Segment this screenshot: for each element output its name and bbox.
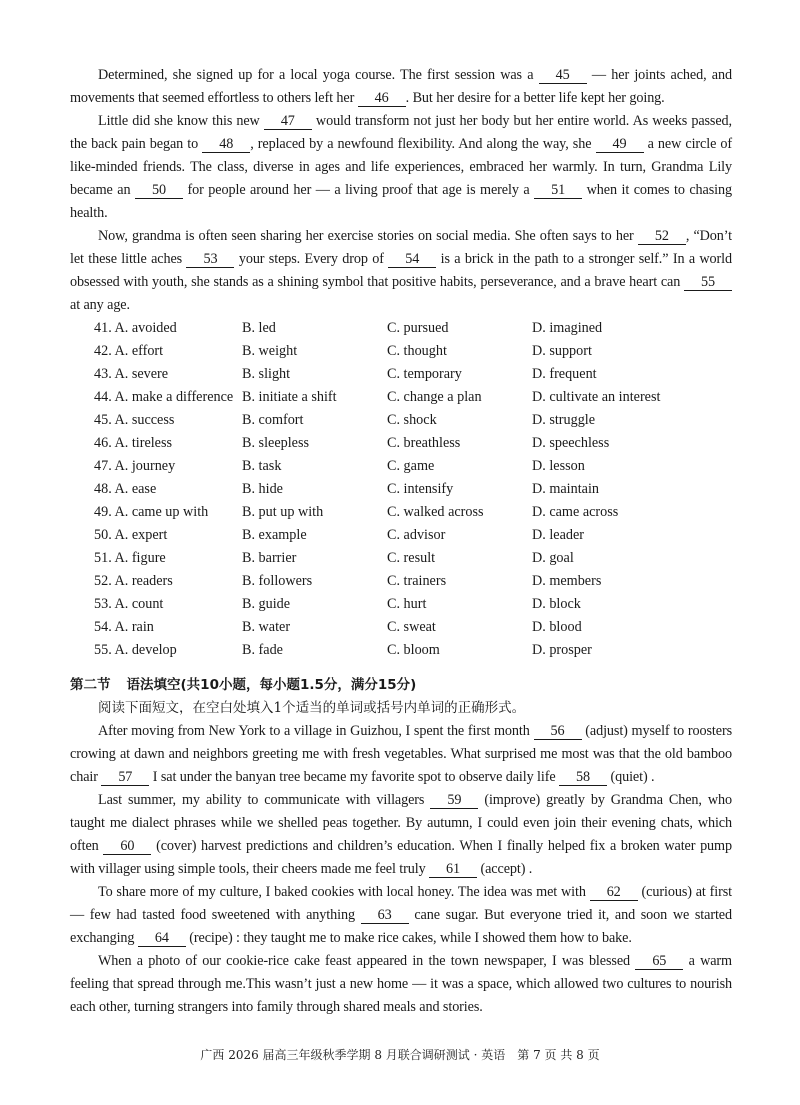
paragraph-text: when it comes to chasing health. — [70, 182, 732, 221]
blank-59[interactable]: 59 — [430, 793, 478, 809]
paragraph-text: Now, grandma is often seen sharing her exercise stories on social media. She often says to her — [98, 228, 638, 244]
option-d[interactable]: D. support — [532, 343, 592, 359]
option-a[interactable]: 49. A. came up with — [94, 504, 209, 520]
blank-49[interactable]: 49 — [596, 137, 644, 153]
option-a[interactable]: 42. A. effort — [94, 343, 164, 359]
blank-56[interactable]: 56 — [534, 724, 582, 740]
blank-58[interactable]: 58 — [559, 770, 607, 786]
option-b[interactable]: B. task — [242, 458, 282, 474]
option-d[interactable]: D. cultivate an interest — [532, 389, 661, 405]
paragraph-text: (improve) greatly by Grandma Chen, who taught me dialect phrases while we shelled peas together. By autumn, I could even join their evening chats, which often — [70, 792, 732, 854]
option-b[interactable]: B. guide — [242, 596, 291, 612]
option-b[interactable]: B. sleepless — [242, 435, 309, 451]
paragraph — [70, 64, 732, 110]
option-a[interactable]: 44. A. make a difference — [94, 389, 234, 405]
blank-52[interactable]: 52 — [638, 229, 686, 245]
section-title: 语法填空(共10小题，每小题1.5分，满分15分) — [126, 677, 417, 693]
blank-47[interactable]: 47 — [264, 114, 312, 130]
paragraph-text: (accept) . — [477, 861, 533, 877]
blank-57[interactable]: 57 — [101, 770, 149, 786]
blank-62[interactable]: 62 — [590, 885, 638, 901]
option-row — [70, 317, 732, 340]
option-b[interactable]: B. example — [242, 527, 307, 543]
option-a[interactable]: 45. A. success — [94, 412, 175, 428]
paragraph-text: , replaced by a newfound flexibility. And along the way, she — [250, 136, 596, 152]
option-row — [70, 524, 732, 547]
option-a[interactable]: 54. A. rain — [94, 619, 154, 635]
paragraph — [70, 110, 732, 225]
option-c[interactable]: C. change a plan — [387, 389, 482, 405]
paragraph-text: Last summer, my ability to communicate with villagers — [98, 792, 431, 808]
grammar-fill-passage — [70, 720, 732, 1019]
paragraph-text: , “Don’t let these little aches — [70, 228, 732, 267]
option-b[interactable]: B. hide — [242, 481, 283, 497]
page-footer: 广西 2026 届高三年级秋季学期 8 月联合调研测试 · 英语 第 7 页 共 8 页 — [200, 1048, 600, 1062]
option-c[interactable]: C. bloom — [387, 642, 440, 658]
paragraph — [70, 720, 732, 789]
paragraph-text: To share more of my culture, I baked cookies with local honey. The idea was met with — [98, 884, 590, 900]
option-d[interactable]: D. maintain — [532, 481, 599, 497]
paragraph-text: Determined, she signed up for a local yoga course. The first session was a — [98, 67, 539, 83]
option-d[interactable]: D. prosper — [532, 642, 592, 658]
option-row — [70, 478, 732, 501]
paragraph-text: — her joints ached, and movements that seemed effortless to others left her — [70, 67, 732, 106]
option-row — [70, 593, 732, 616]
option-d[interactable]: D. came across — [532, 504, 619, 520]
paragraph-text: After moving from New York to a village in Guizhou, I spent the first month — [98, 723, 534, 739]
paragraph-text: I sat under the banyan tree became my favorite spot to observe daily life — [149, 769, 560, 785]
option-a[interactable]: 52. A. readers — [94, 573, 173, 589]
blank-50[interactable]: 50 — [135, 183, 183, 199]
option-d[interactable]: D. lesson — [532, 458, 585, 474]
option-b[interactable]: B. followers — [242, 573, 313, 589]
option-c[interactable]: C. advisor — [387, 527, 446, 543]
paragraph-text: your steps. Every drop of — [234, 251, 389, 267]
option-a[interactable]: 46. A. tireless — [94, 435, 173, 451]
option-b[interactable]: B. led — [242, 320, 276, 336]
option-d[interactable]: D. frequent — [532, 366, 597, 382]
blank-54[interactable]: 54 — [388, 252, 436, 268]
paragraph — [70, 789, 732, 881]
option-a[interactable]: 55. A. develop — [94, 642, 177, 658]
option-b[interactable]: B. weight — [242, 343, 298, 359]
blank-55[interactable]: 55 — [684, 275, 732, 291]
option-d[interactable]: D. blood — [532, 619, 582, 635]
blank-63[interactable]: 63 — [361, 908, 409, 924]
option-b[interactable]: B. slight — [242, 366, 291, 382]
blank-46[interactable]: 46 — [358, 91, 406, 107]
option-row — [70, 547, 732, 570]
blank-45[interactable]: 45 — [539, 68, 587, 84]
option-c[interactable]: C. trainers — [387, 573, 447, 589]
option-d[interactable]: D. leader — [532, 527, 584, 543]
option-row — [70, 363, 732, 386]
option-row — [70, 432, 732, 455]
option-d[interactable]: D. imagined — [532, 320, 603, 336]
section-heading — [70, 674, 732, 697]
blank-53[interactable]: 53 — [186, 252, 234, 268]
option-a[interactable]: 51. A. figure — [94, 550, 166, 566]
option-b[interactable]: B. comfort — [242, 412, 304, 428]
paragraph-text: for people around her — a living proof that age is merely a — [182, 182, 535, 198]
option-c[interactable]: C. breathless — [387, 435, 461, 451]
option-b[interactable]: B. put up with — [242, 504, 324, 520]
option-a[interactable]: 53. A. count — [94, 596, 164, 612]
paragraph-text: a new circle of like-minded friends. The class, diverse in ages and life experiences, embraced her warmly. In turn, Grandma Lily became an — [70, 136, 733, 198]
exam-page — [70, 64, 732, 1019]
paragraph-text: (cover) harvest predictions and children’s education. When I finally helped fix a broken water pump with villager using simple tools, their cheers made me feel truly — [70, 838, 732, 877]
option-b[interactable]: B. water — [242, 619, 291, 635]
option-a[interactable]: 47. A. journey — [94, 458, 176, 474]
paragraph — [70, 950, 732, 1019]
paragraph-text: . But her desire for a better life kept her going. — [405, 90, 665, 106]
option-row — [70, 570, 732, 593]
option-d[interactable]: D. struggle — [532, 412, 596, 428]
paragraph-text: (recipe) : they taught me to make rice cakes, while I showed them how to bake. — [185, 930, 632, 946]
option-row — [70, 616, 732, 639]
option-c[interactable]: C. hurt — [387, 596, 427, 612]
paragraph-text: Little did she know this new — [98, 113, 264, 129]
option-c[interactable]: C. game — [387, 458, 435, 474]
paragraph-text: (adjust) myself to roosters crowing at dawn and neighbors greeting me with fresh vegetables. What surprised me most was that the old bamboo chair — [70, 723, 733, 785]
paragraph-text: (quiet) . — [607, 769, 655, 785]
option-row — [70, 386, 732, 409]
option-d[interactable]: D. speechless — [532, 435, 610, 451]
option-c[interactable]: C. pursued — [387, 320, 449, 336]
option-row — [70, 409, 732, 432]
option-row — [70, 455, 732, 478]
option-b[interactable]: B. barrier — [242, 550, 297, 566]
option-a[interactable]: 43. A. severe — [94, 366, 169, 382]
paragraph-text: When a photo of our cookie-rice cake feast appeared in the town newspaper, I was blessed — [98, 953, 636, 969]
option-d[interactable]: D. block — [532, 596, 581, 612]
section-label: 第二节 — [70, 677, 111, 693]
blank-64[interactable]: 64 — [138, 931, 186, 947]
option-row — [70, 340, 732, 363]
paragraph-text: (curious) at first — few had tasted food sweetened with anything — [70, 884, 732, 923]
option-c[interactable]: C. temporary — [387, 366, 462, 382]
option-c[interactable]: C. intensify — [387, 481, 454, 497]
option-a[interactable]: 50. A. expert — [94, 527, 168, 543]
option-d[interactable]: D. goal — [532, 550, 574, 566]
option-c[interactable]: C. sweat — [387, 619, 436, 635]
blank-51[interactable]: 51 — [534, 183, 582, 199]
paragraph-text: cane sugar. But everyone tried it, and soon we started exchanging — [70, 907, 732, 946]
cloze-passage — [70, 64, 732, 317]
option-c[interactable]: C. walked across — [387, 504, 484, 520]
paragraph-text: at any age. — [70, 297, 130, 313]
option-row — [70, 501, 732, 524]
paragraph — [70, 881, 732, 950]
paragraph-text: would transform not just her body but her entire world. As weeks passed, the back pain began to — [70, 113, 732, 152]
section-instruction: 阅读下面短文，在空白处填入1个适当的单词或括号内单词的正确形式。 — [98, 700, 526, 716]
option-b[interactable]: B. fade — [242, 642, 283, 658]
option-c[interactable]: C. result — [387, 550, 436, 566]
paragraph-text: is a brick in the path to a stronger self.” In a world obsessed with youth, she stands as a shining symbol that positive habits, perseverance, and a brave heart can — [70, 251, 732, 290]
options-table — [70, 317, 732, 662]
paragraph-text: a warm feeling that spread through me.This wasn’t just a new home — it was a space, which allowed two cultures to nourish each other, turning strangers into family through shared meals and stories. — [70, 953, 732, 1015]
blank-60[interactable]: 60 — [103, 839, 151, 855]
paragraph — [70, 225, 732, 317]
blank-48[interactable]: 48 — [202, 137, 250, 153]
option-a[interactable]: 41. A. avoided — [94, 320, 177, 336]
option-b[interactable]: B. initiate a shift — [242, 389, 337, 405]
option-row — [70, 639, 732, 662]
option-c[interactable]: C. thought — [387, 343, 447, 359]
option-c[interactable]: C. shock — [387, 412, 437, 428]
blank-61[interactable]: 61 — [429, 862, 477, 878]
option-d[interactable]: D. members — [532, 573, 602, 589]
blank-65[interactable]: 65 — [635, 954, 683, 970]
option-a[interactable]: 48. A. ease — [94, 481, 157, 497]
